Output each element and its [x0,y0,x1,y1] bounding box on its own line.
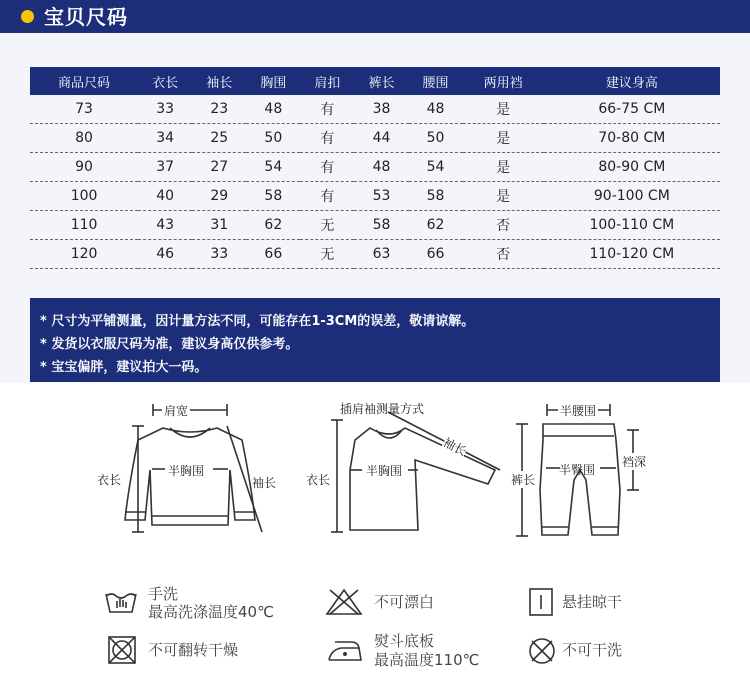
table-cell: 90-100 CM [544,182,720,211]
table-cell: 是 [463,124,544,153]
table-cell: 46 [138,240,192,269]
column-header: 衣长 [138,67,192,95]
table-cell: 34 [138,124,192,153]
table-cell: 33 [138,95,192,124]
table-cell: 31 [192,211,246,240]
table-cell: 50 [246,124,300,153]
table-cell: 100 [30,182,138,211]
pants-length-label: 裤长 [511,473,536,487]
table-cell: 80 [30,124,138,153]
no-bleach-text: 不可漂白 [374,593,435,611]
hand-wash-icon [104,588,138,616]
table-cell: 110-120 CM [544,240,720,269]
table-cell: 80-90 CM [544,153,720,182]
raglan-sleeve-label: 袖长 [440,435,469,459]
column-header: 商品尺码 [30,67,138,95]
column-header: 腰围 [409,67,463,95]
half-hip-label: 半臀围 [559,463,596,477]
hand-wash-temp-text: 最高洗涤温度40℃ [148,603,274,621]
hang-dry-text: 悬挂晾干 [562,593,623,611]
hand-wash-text: 手洗 [148,585,179,603]
length-label: 衣长 [97,473,122,487]
table-cell: 66-75 CM [544,95,720,124]
column-header: 肩扣 [300,67,354,95]
table-cell: 23 [192,95,246,124]
table-cell: 53 [354,182,408,211]
table-cell: 无 [300,211,354,240]
no-bleach-icon [325,588,363,616]
note-line: * 宝宝偏胖，建议拍大一码。 [40,360,208,375]
table-cell: 是 [463,95,544,124]
table-cell: 44 [354,124,408,153]
table-cell: 27 [192,153,246,182]
table-cell: 120 [30,240,138,269]
no-dry-clean-icon [528,637,556,665]
table-cell: 43 [138,211,192,240]
table-cell: 是 [463,182,544,211]
half-waist-label: 半腰围 [560,404,597,418]
half-chest-label: 半胸围 [168,464,205,478]
hang-dry-icon [529,588,553,616]
section-title: 宝贝尺码 [44,5,128,29]
table-cell: 54 [409,153,463,182]
table-cell: 38 [354,95,408,124]
note-line: * 发货以衣服尺码为准，建议身高仅供参考。 [40,337,299,352]
column-header: 建议身高 [544,67,720,95]
table-cell: 是 [463,153,544,182]
table-cell: 50 [409,124,463,153]
table-cell: 58 [246,182,300,211]
table-cell: 63 [354,240,408,269]
table-cell: 54 [246,153,300,182]
table-cell: 有 [300,124,354,153]
table-cell: 无 [300,240,354,269]
table-cell: 58 [354,211,408,240]
table-cell: 48 [409,95,463,124]
iron-temp-text: 最高温度110℃ [374,651,480,669]
table-cell: 37 [138,153,192,182]
table-cell: 110 [30,211,138,240]
table-cell: 有 [300,95,354,124]
column-header: 胸围 [246,67,300,95]
table-cell: 40 [138,182,192,211]
table-cell: 66 [409,240,463,269]
table-cell: 有 [300,182,354,211]
column-header: 裤长 [354,67,408,95]
table-cell: 100-110 CM [544,211,720,240]
table-cell: 33 [192,240,246,269]
column-header: 袖长 [192,67,246,95]
raglan-title: 插肩袖测量方式 [340,402,425,416]
iron-icon [325,636,363,664]
table-cell: 70-80 CM [544,124,720,153]
table-cell: 否 [463,211,544,240]
column-header: 两用裆 [463,67,544,95]
raglan-length-label: 衣长 [306,473,331,487]
table-cell: 62 [246,211,300,240]
table-cell: 58 [409,182,463,211]
table-cell: 73 [30,95,138,124]
table-cell: 25 [192,124,246,153]
note-line: * 尺寸为平铺测量，因计量方法不同，可能存在1-3CM的误差，敬请谅解。 [40,314,475,329]
sleeve-label: 袖长 [252,476,277,490]
table-cell: 否 [463,240,544,269]
shoulder-label: 肩宽 [164,404,189,418]
table-cell: 29 [192,182,246,211]
table-cell: 66 [246,240,300,269]
table-cell: 有 [300,153,354,182]
table-cell: 48 [354,153,408,182]
rise-label: 裆深 [622,455,647,469]
table-cell: 48 [246,95,300,124]
no-tumble-dry-text: 不可翻转干燥 [148,641,239,659]
table-cell: 90 [30,153,138,182]
raglan-chest-label: 半胸围 [366,464,403,478]
table-cell: 62 [409,211,463,240]
no-tumble-dry-icon [108,636,136,664]
iron-text: 熨斗底板 [374,632,435,650]
no-dry-clean-text: 不可干洗 [562,641,623,659]
